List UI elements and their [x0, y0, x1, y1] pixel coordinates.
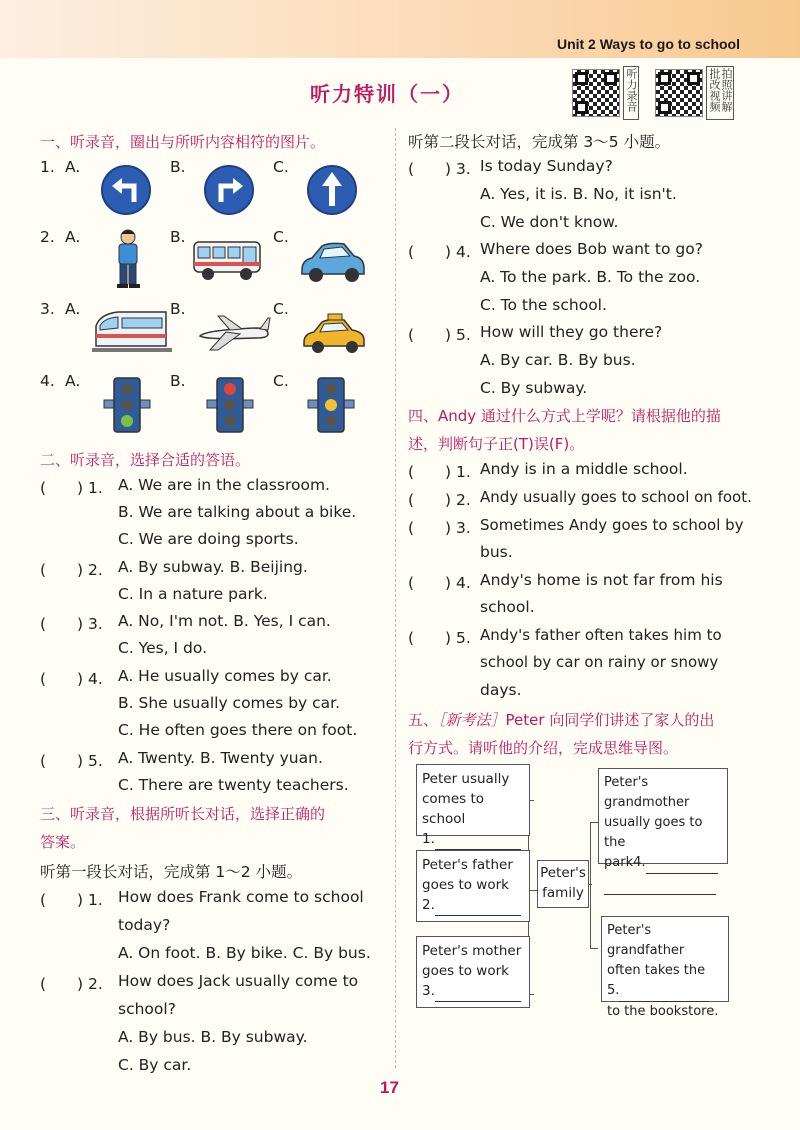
box3-num: 3.	[422, 983, 435, 999]
traffic-light-green-icon[interactable]	[102, 376, 152, 434]
bus-icon[interactable]	[192, 238, 264, 282]
s5-title-rest: Peter 向同学们讲述了家人的出	[505, 711, 715, 729]
box2-num: 2.	[422, 897, 435, 913]
s1-row1-b: B.	[170, 158, 186, 176]
qr-code-icon[interactable]	[572, 69, 620, 117]
turn-left-sign-icon[interactable]	[100, 164, 152, 216]
s2-q5-num[interactable]: ( ) 5.	[40, 752, 103, 770]
s4-q1-num[interactable]: ( ) 1.	[408, 463, 471, 481]
straight-ahead-sign-icon[interactable]	[306, 164, 358, 216]
s1-row2-b: B.	[170, 228, 186, 246]
s4-q2-num[interactable]: ( ) 2.	[408, 491, 471, 509]
box2-line2: goes to work	[422, 877, 509, 893]
taxi-icon[interactable]	[298, 312, 370, 354]
s3-q2-text1: How does Jack usually come to	[118, 972, 359, 990]
s3-intro1: 听第一段长对话，完成第 1～2 小题。	[40, 863, 303, 881]
s3-q4-num[interactable]: ( ) 4.	[408, 243, 471, 261]
section-3-title-line2: 答案。	[40, 833, 86, 851]
section-2-title: 二、听录音，选择合适的答语。	[40, 451, 251, 469]
mindmap-box-mother	[416, 936, 530, 1008]
car-icon[interactable]	[296, 236, 368, 284]
s2-q1-a: A. We are in the classroom.	[118, 476, 330, 494]
column-divider	[395, 128, 396, 1068]
s3-q4-c: C. To the school.	[480, 296, 607, 314]
s3-q1-text1: How does Frank come to school	[118, 888, 364, 906]
center-label: Peter's family	[540, 865, 586, 901]
s4-q5-text2: school by car on rainy or snowy	[480, 653, 719, 671]
page-title: 听力特训（一）	[310, 82, 464, 106]
s4-q4-num[interactable]: ( ) 4.	[408, 574, 471, 592]
s1-row3-num: 3.	[40, 300, 55, 318]
unit-label: Unit 2 Ways to go to school	[556, 36, 740, 52]
s1-row3-b: B.	[170, 300, 186, 318]
s4-q4-text1: Andy's home is not far from his	[480, 571, 723, 589]
s3-q5-c: C. By subway.	[480, 379, 588, 397]
section-4-title-line1: 四、Andy 通过什么方式上学呢？请根据他的描	[408, 407, 721, 425]
answer-blank-2[interactable]	[435, 895, 521, 916]
s3-q3-num[interactable]: ( ) 3.	[408, 160, 471, 178]
s1-row3-a: A.	[65, 300, 81, 318]
box5-line1: Peter's grandfather	[607, 923, 685, 958]
s3-q3-text: Is today Sunday?	[480, 157, 613, 175]
s5-title-prefix: 五、	[408, 711, 439, 729]
s4-q4-text2: school.	[480, 598, 535, 616]
mindmap-box-grandfather	[601, 916, 729, 1019]
s4-q3-num[interactable]: ( ) 3.	[408, 519, 471, 537]
s4-q1-text: Andy is in a middle school.	[480, 460, 688, 478]
box1-num: 1.	[422, 831, 435, 847]
s3-q2-num[interactable]: ( ) 2.	[40, 975, 103, 993]
walking-boy-icon[interactable]	[108, 228, 148, 290]
s1-row2-a: A.	[65, 228, 81, 246]
s1-row4-num: 4.	[40, 372, 55, 390]
s1-row4-c: C.	[273, 372, 289, 390]
traffic-light-yellow-icon[interactable]	[306, 376, 356, 434]
answer-blank-3[interactable]	[435, 981, 521, 1002]
s2-q3-ab: A. No, I'm not. B. Yes, I can.	[118, 612, 331, 630]
s1-row2-num: 2.	[40, 228, 55, 246]
s3-q1-opts: A. On foot. B. By bike. C. By bus.	[118, 944, 371, 962]
qr-code-icon[interactable]	[655, 69, 703, 117]
s4-q5-text1: Andy's father often takes him to	[480, 626, 722, 644]
box2-line1: Peter's father	[422, 857, 513, 873]
box5-line4: to the bookstore.	[607, 1004, 719, 1019]
answer-blank-5[interactable]	[619, 981, 709, 1002]
train-icon[interactable]	[92, 306, 172, 356]
s2-q2-num[interactable]: ( ) 2.	[40, 561, 103, 579]
section-5-title-line1	[408, 708, 714, 733]
s3-intro2: 听第二段长对话，完成第 3～5 小题。	[408, 133, 671, 151]
s2-q3-num[interactable]: ( ) 3.	[40, 615, 103, 633]
box4-num: park4.	[604, 855, 646, 870]
s3-q3-ab: A. Yes, it is. B. No, it isn't.	[480, 185, 677, 203]
box4-line1: Peter's grandmother	[604, 775, 690, 810]
box5-line2: often takes the	[607, 963, 706, 978]
mindmap-box-grandmother	[598, 768, 728, 870]
s2-q3-c: C. Yes, I do.	[118, 639, 208, 657]
s3-q2-ab: A. By bus. B. By subway.	[118, 1028, 308, 1046]
mindmap-center-family	[537, 860, 589, 908]
section-4-title-line2: 述，判断句子正(T)误(F)。	[408, 435, 585, 453]
s3-q5-text: How will they go there?	[480, 323, 663, 341]
s3-q4-text: Where does Bob want to go?	[480, 240, 703, 258]
s2-q1-num[interactable]: ( ) 1.	[40, 479, 103, 497]
s2-q4-num[interactable]: ( ) 4.	[40, 670, 103, 688]
s3-q5-num[interactable]: ( ) 5.	[408, 326, 471, 344]
box1-line2: comes to school	[422, 791, 485, 827]
box5-num: 5.	[607, 983, 620, 998]
s2-q5-ab: A. Twenty. B. Twenty yuan.	[118, 749, 323, 767]
s3-q2-c: C. By car.	[118, 1056, 192, 1074]
s2-q1-b: B. We are talking about a bike.	[118, 503, 357, 521]
box4-line2: usually goes to the	[604, 815, 703, 850]
section-5-title-line2: 行方式。请听他的介绍，完成思维导图。	[408, 739, 679, 757]
page-number: 17	[380, 1078, 399, 1097]
qr-explain[interactable]	[655, 66, 734, 120]
s2-q4-a: A. He usually comes by car.	[118, 667, 332, 685]
qr-label-listening: 听力录音	[623, 66, 639, 120]
s1-row3-c: C.	[273, 300, 289, 318]
qr-label-explain: 拍照讲解批改视频	[706, 66, 734, 120]
s1-row1-c: C.	[273, 158, 289, 176]
turn-right-sign-icon[interactable]	[203, 164, 255, 216]
s2-q1-c: C. We are doing sports.	[118, 530, 299, 548]
s1-row1-num: 1.	[40, 158, 55, 176]
s3-q4-ab: A. To the park. B. To the zoo.	[480, 268, 701, 286]
s1-row4-a: A.	[65, 372, 81, 390]
s2-q2-c: C. In a nature park.	[118, 585, 268, 603]
section-3-title-line1: 三、听录音，根据所听长对话，选择正确的	[40, 805, 326, 823]
traffic-light-red-icon[interactable]	[205, 376, 255, 434]
box3-line2: goes to work	[422, 963, 509, 979]
answer-blank-4b[interactable]	[604, 874, 716, 895]
s1-row2-c: C.	[273, 228, 289, 246]
answer-blank-1[interactable]	[435, 829, 521, 850]
s4-q5-text3: days.	[480, 681, 522, 699]
s4-q2-text: Andy usually goes to school on foot.	[480, 488, 752, 506]
answer-blank-4a[interactable]	[646, 853, 718, 874]
mindmap-box-father	[416, 850, 530, 922]
s2-q2-ab: A. By subway. B. Beijing.	[118, 558, 308, 576]
s4-q3-text2: bus.	[480, 543, 513, 561]
s3-q5-ab: A. By car. B. By bus.	[480, 351, 636, 369]
box3-line1: Peter's mother	[422, 943, 522, 959]
s3-q1-text2: today?	[118, 916, 171, 934]
section-1-title: 一、听录音，圈出与所听内容相符的图片。	[40, 133, 326, 151]
s3-q3-c: C. We don't know.	[480, 213, 619, 231]
s1-row1-a: A.	[65, 158, 81, 176]
s2-q5-c: C. There are twenty teachers.	[118, 776, 349, 794]
s2-q4-b: B. She usually comes by car.	[118, 694, 341, 712]
s3-q1-num[interactable]: ( ) 1.	[40, 891, 103, 909]
mindmap-box-peter	[416, 764, 530, 847]
s2-q4-c: C. He often goes there on foot.	[118, 721, 358, 739]
s4-q3-text1: Sometimes Andy goes to school by	[480, 516, 744, 534]
airplane-icon[interactable]	[196, 310, 272, 356]
box1-line1: Peter usually	[422, 771, 510, 787]
s4-q5-num[interactable]: ( ) 5.	[408, 629, 471, 647]
s1-row4-b: B.	[170, 372, 186, 390]
s3-q2-text2: school?	[118, 1000, 176, 1018]
qr-listening[interactable]	[572, 66, 639, 120]
new-format-tag: ［新考法］	[438, 711, 506, 729]
